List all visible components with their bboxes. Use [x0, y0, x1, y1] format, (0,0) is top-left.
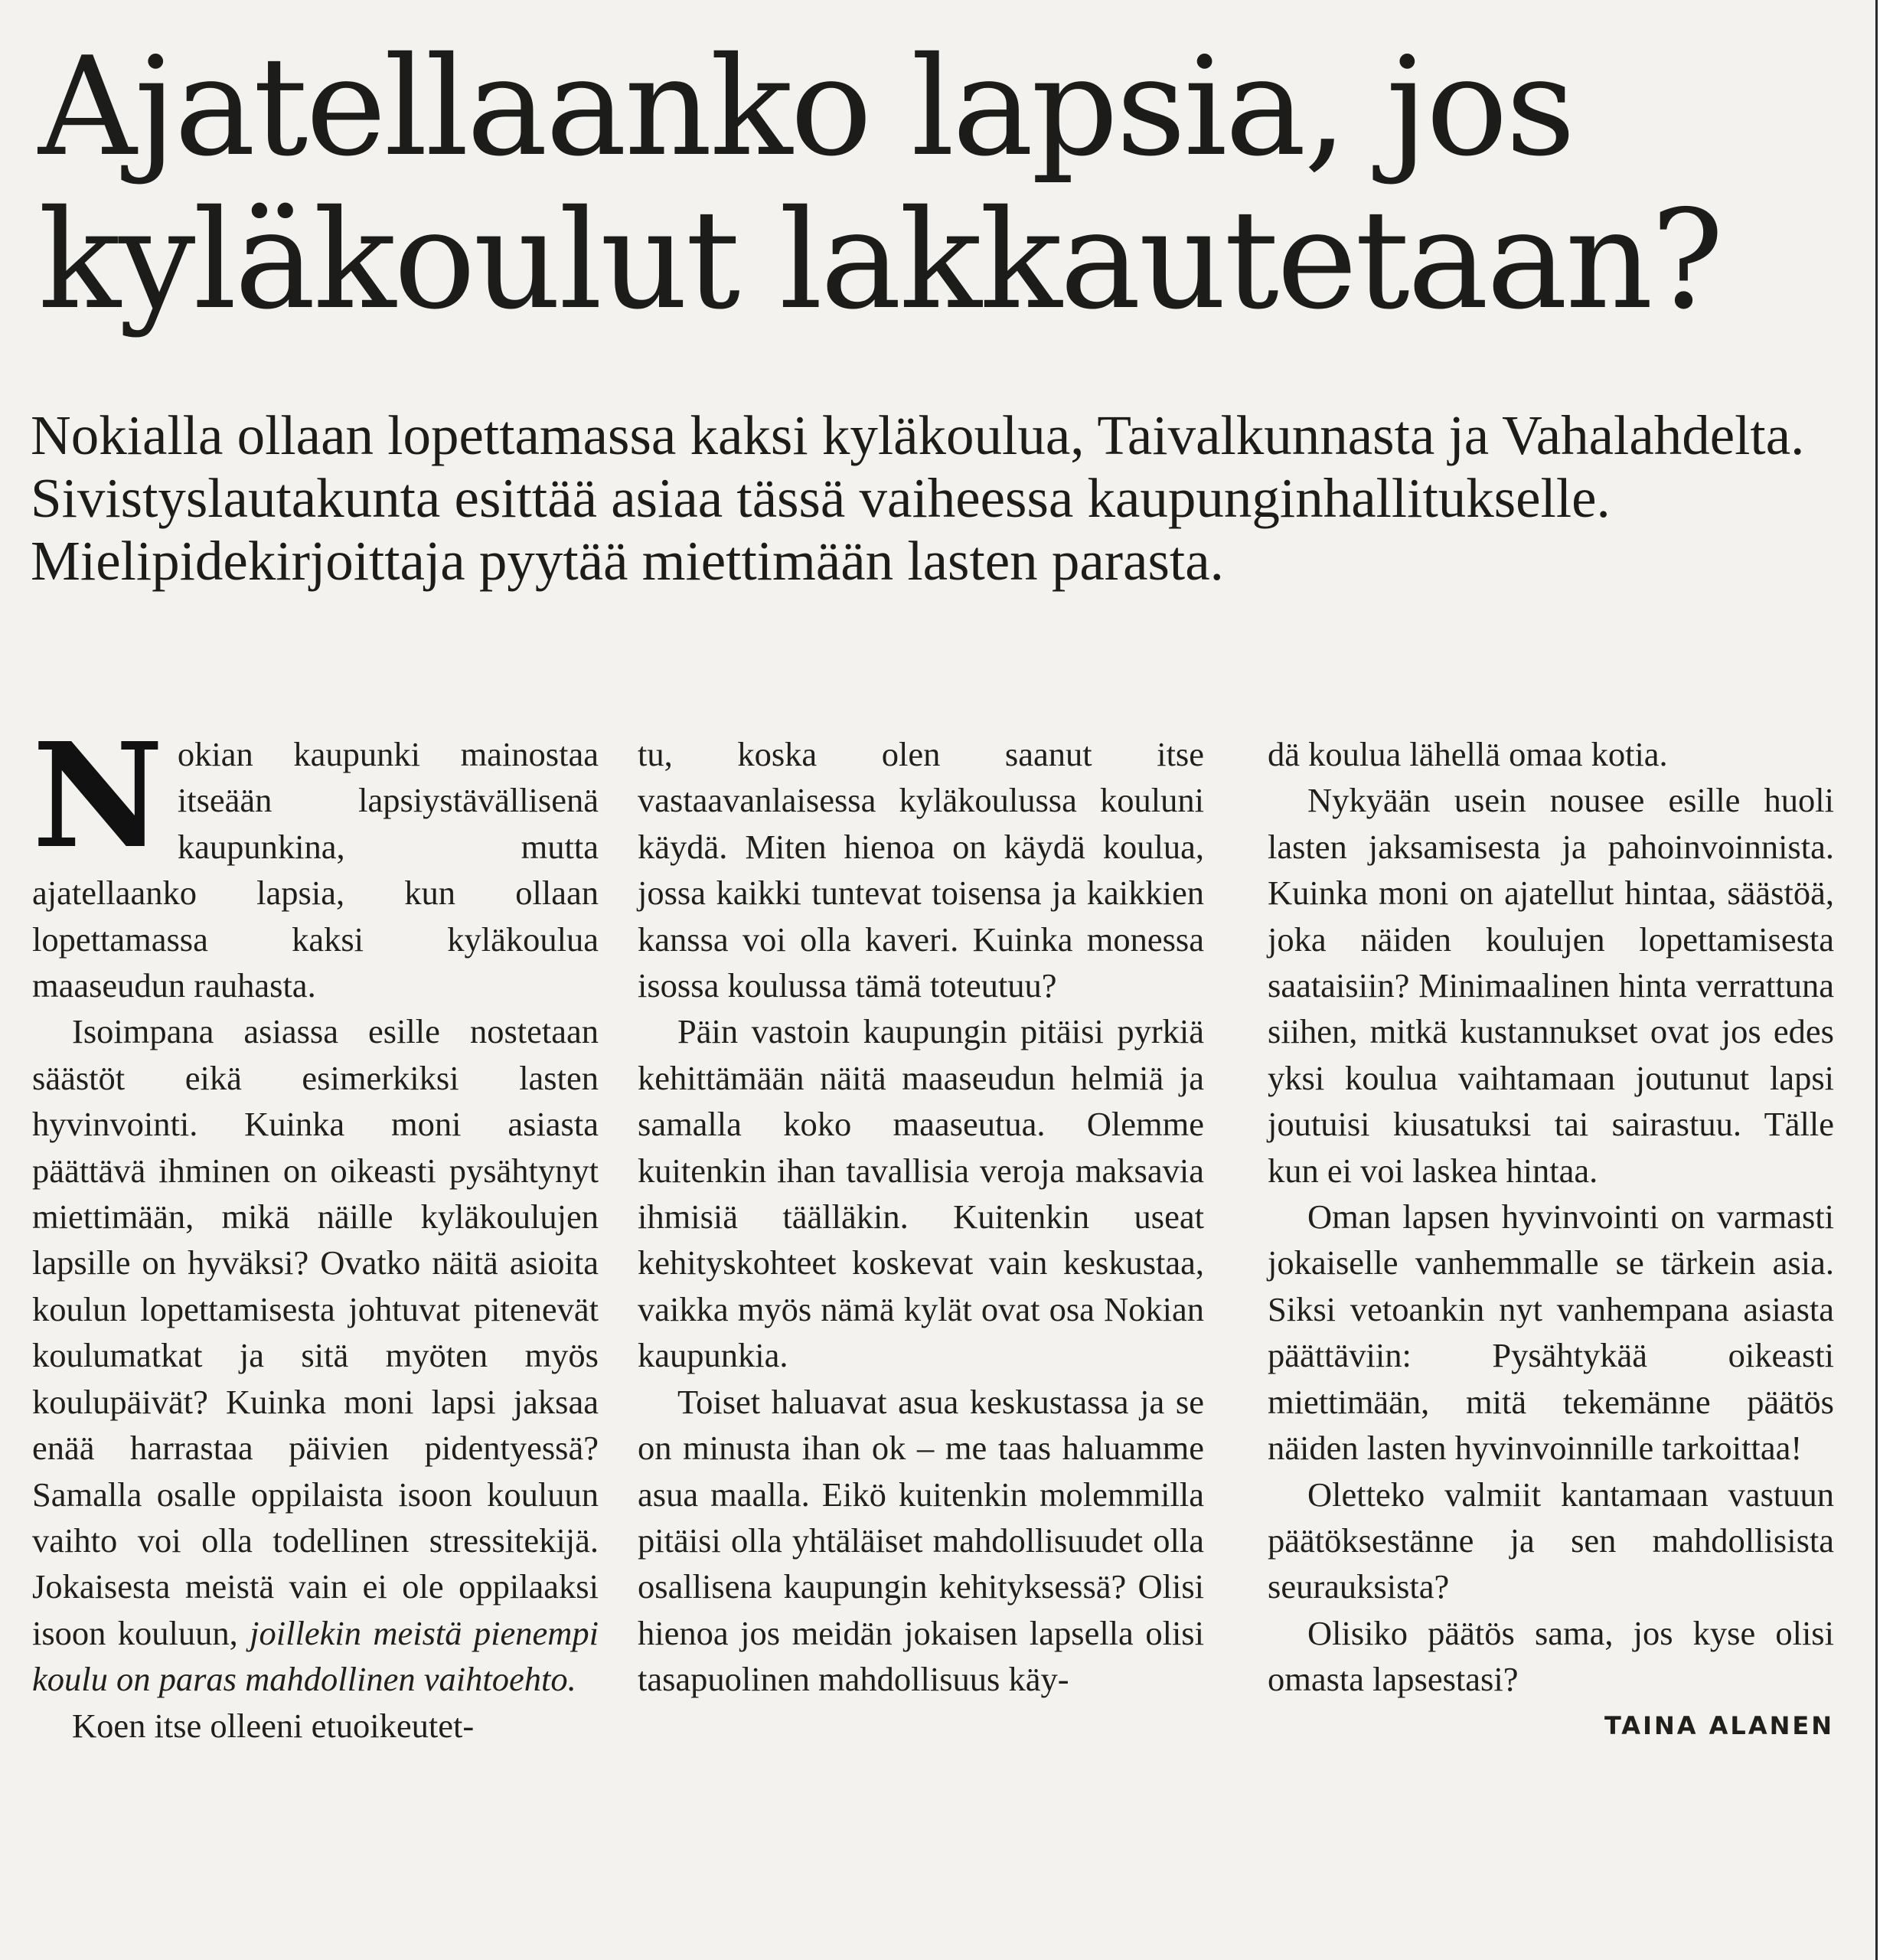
page-edge: [1875, 0, 1893, 1960]
paragraph: Oletteko valmiit kantamaan vastuun päätöksestänne ja sen mahdollisista seurauksista?: [1268, 1475, 1834, 1606]
paragraph: dä koulua lähellä omaa kotia.: [1268, 735, 1668, 773]
column-2: [638, 731, 1204, 1703]
author-byline: TAINA ALANEN: [1604, 1710, 1834, 1740]
paragraph: Koen itse olleeni etuoikeutet-: [72, 1706, 475, 1745]
paragraph: Oman lapsen hyvinvointi on varmasti jokaiselle vanhemmalle se tärkein asia. Siksi vetoankin nyt vanhempana asiasta päättäviin: Pysähtykää oikeasti miettimään, mitä tekemänne päätös näiden lasten hyvinvoinnille tarkoittaa!: [1268, 1197, 1834, 1468]
headline: Ajatellaanko lapsia, jos kyläkoulut lakkautetaan?: [38, 28, 1722, 339]
drop-cap: N: [32, 711, 164, 880]
paragraph-text: okian kaupunki mainostaa itseään lapsiystävällisenä kaupunkina, mutta ajatellaanko lapsia, kun ollaan lopettamassa kaksi kyläkoulua maaseudun rauhasta.: [32, 735, 599, 1005]
paragraph: Päin vastoin kaupungin pitäisi pyrkiä kehittämään näitä maaseudun helmiä ja samalla koko maaseutua. Olemme kuitenkin ihan tavallisia veroja maksavia ihmisiä täälläkin. Kuitenkin useat kehityskohteet koskevat vain keskustaa, vaikka myös nämä kylät ovat osa Nokian kaupunkia.: [638, 1012, 1204, 1375]
paragraph: Toiset haluavat asua keskustassa ja se on minusta ihan ok – me taas haluamme asua maalla. Eikö kuitenkin molemmilla pitäisi olla yhtäläiset mahdollisuudet olla osallisena kaupungin kehityksessä? Olisi hienoa jos meidän jokaisen lapsella olisi tasapuolinen mahdollisuus käy-: [638, 1382, 1204, 1699]
paragraph: tu, koska olen saanut itse vastaavanlaisessa kyläkoulussa kouluni käydä. Miten hienoa on käydä koulua, jossa kaikki tuntevat toisensa ja kaikkien kanssa voi olla kaveri. Kuinka monessa isossa koulussa tämä toteutuu?: [638, 735, 1204, 1005]
column-1: [32, 711, 599, 1749]
paragraph: [32, 1008, 599, 1702]
italic-text: joillekin meistä pienempi koulu on paras mahdollinen vaihtoehto.: [32, 1613, 599, 1699]
column-3: [1268, 731, 1834, 1749]
paragraph: Nykyään usein nousee esille huoli lasten jaksamisesta ja pahoinvoinnista. Kuinka moni on ajatellut hintaa, säästöä, joka näiden koulujen lopettamisesta saataisiin? Minimaalinen hinta verrattuna siihen, mitkä kustannukset ovat jos edes yksi koulua vaihtamaan joutunut lapsi joutuisi kiusatuksi tai sairastuu. Tälle kun ei voi laskea hintaa.: [1268, 781, 1834, 1190]
paragraph-text: Isoimpana asiassa esille nostetaan säästöt eikä esimerkiksi lasten hyvinvointi. Kuinka moni asiasta päättävä ihminen on oikeasti pysähtynyt miettimään, mikä näille kyläkoulujen lapsille on hyväksi? Ovatko näitä asioita koulun lopettamisesta johtuvat pitenevät koulumatkat ja sitä myöten myös koulupäivät? Kuinka moni lapsi jaksaa enää harrastaa päivien pidentyessä? Samalla osalle oppilaista isoon kouluun vaihto voi olla todellinen stressitekijä. Jokaisesta meistä vain ei ole oppilaaksi isoon kouluun,: [32, 1012, 599, 1652]
paragraph: Olisiko päätös sama, jos kyse olisi omasta lapsestasi?: [1268, 1613, 1834, 1699]
paragraph: [32, 711, 599, 1008]
lead-paragraph: Nokialla ollaan lopettamassa kaksi kyläkoulua, Taivalkunnasta ja Vahalahdelta. Sivistyslautakunta esittää asiaa tässä vaiheessa kaupunginhallitukselle. Mielipidekirjoittaja pyytää miettimään lasten parasta.: [31, 404, 1805, 592]
